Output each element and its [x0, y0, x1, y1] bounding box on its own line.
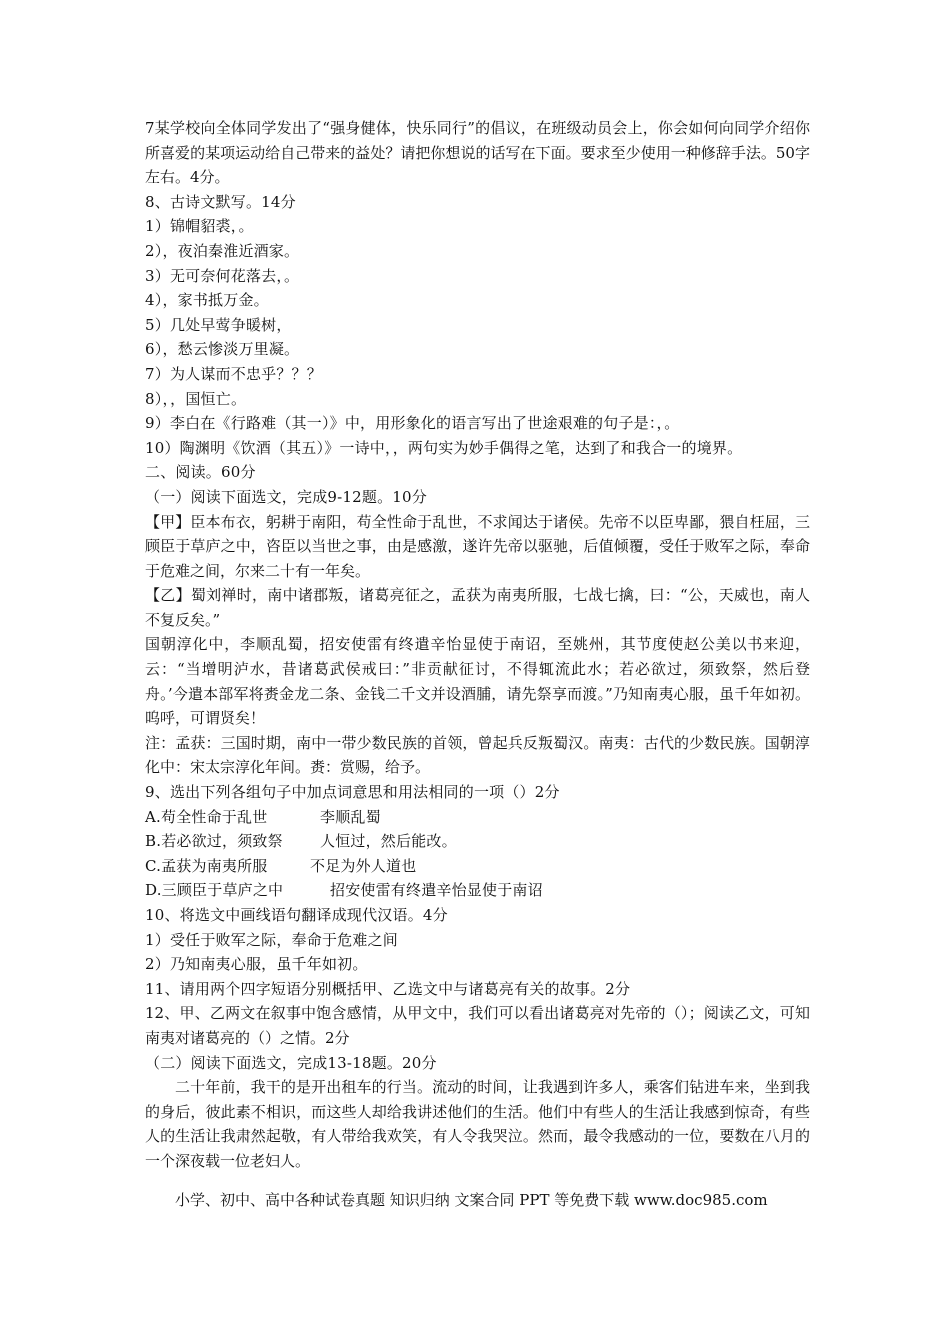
q8-item: 4），家书抵万金。 [145, 291, 269, 310]
q9-option [145, 878, 810, 903]
q8-item: 2），夜泊秦淮近酒家。 [145, 241, 300, 260]
part-2-title: （二）阅读下面选文，完成13-18题。20分 [145, 1053, 437, 1072]
q8-item: 1）锦帽貂裘，。 [145, 217, 254, 236]
q9-option [145, 805, 810, 830]
part-1-title: （一）阅读下面选文，完成9-12题。10分 [145, 487, 427, 506]
q8-item: 8），，国恒亡。 [145, 389, 247, 408]
q9-option-b: 人恒过，然后能改。 [320, 832, 457, 851]
section-2-heading: 二、阅读。60分 [145, 463, 256, 482]
q9-option-b: 不足为外人道也 [310, 856, 417, 875]
passage-note: 注：孟获：三国时期，南中一带少数民族的首领，曾起兵反叛蜀汉。南夷：古代的少数民族。国朝淳化中：宋太宗淳化年间。赉：赏赐，给予。 [145, 733, 810, 777]
question-10: 10、将选文中画线语句翻译成现代汉语。4分 [145, 906, 448, 924]
passage-yi: 【乙】蜀刘禅时，南中诸郡叛，诸葛亮征之，孟获为南夷所服，七战七擒，曰：“公，天威也，南人不复反矣。” [145, 586, 810, 629]
question-7: 7某学校向全体同学发出了“强身健体，快乐同行”的倡议，在班级动员会上，你会如何向同学介绍你所喜爱的某项运动给自己带来的益处？请把你想说的话写在下面。要求至少使用一种修辞手法。50字左右。4分。 [145, 119, 810, 187]
q9-option-a: C.孟获为南夷所服 [145, 856, 268, 875]
q8-item: 9）李白在《行路难（其一）》中，用形象化的语言写出了世途艰难的句子是：，。 [145, 414, 680, 433]
question-12: 12、甲、乙两文在叙事中饱含感情，从甲文中，我们可以看出诸葛亮对先帝的（）；阅读乙文，可知南夷对诸葛亮的（）之情。2分 [145, 1004, 810, 1047]
q9-option-b: 招安使雷有终遣辛怡显使于南诏 [330, 881, 543, 900]
q10-item: 2）乃知南夷心服，虽千年如初。 [145, 955, 368, 974]
passage-2: 二十年前，我干的是开出租车的行当。流动的时间，让我遇到许多人，乘客们钻进车来，坐到我的身后，彼此素不相识，而这些人却给我讲述他们的生活。他们中有些人的生活让我感到惊奇，有些人的生活让我肃然起敬，有人带给我欢笑，有人令我哭泣。然而，最令我感动的一位，要数在八月的一个深夜载一位老妇人。 [145, 1078, 810, 1170]
q9-option-b: 李顺乱蜀 [320, 807, 381, 826]
q8-item: 6），愁云惨淡万里凝。 [145, 340, 300, 359]
passage-yi-2: 国朝淳化中，李顺乱蜀，招安使雷有终遣辛怡显使于南诏，至姚州，其节度使赵公美以书来迎，云：“当增明泸水，昔诸葛武侯戒曰：”非贡献征讨，不得辄流此水；若必欲过，须致祭，然后登舟。’今遣本部军将赉金龙二条、金钱二千文并设酒脯，请先祭享而渡。”乃知南夷心服，虽千年如初。呜呼，可谓贤矣！ [145, 635, 810, 728]
q8-item: 3）无可奈何花落去，。 [145, 266, 300, 285]
document-body [145, 116, 810, 1174]
question-11: 11、请用两个四字短语分别概括甲、乙选文中与诸葛亮有关的故事。2分 [145, 979, 631, 998]
q9-option-a: A.苟全性命于乱世 [145, 807, 268, 826]
q9-option-a: D.三顾臣于草庐之中 [145, 881, 284, 900]
question-9: 9、选出下列各组句子中加点词意思和用法相同的一项（）2分 [145, 783, 560, 802]
q10-item: 1）受任于败军之际，奉命于危难之间 [145, 930, 398, 949]
question-8-title: 8、古诗文默写。14分 [145, 192, 296, 211]
passage-jia: 【甲】臣本布衣，躬耕于南阳，苟全性命于乱世，不求闻达于诸侯。先帝不以臣卑鄙，猥自枉屈，三顾臣于草庐之中，咨臣以当世之事，由是感激，遂许先帝以驱驰，后值倾覆，受任于败军之际，奉命于危难之间，尔来二十有一年矣。 [145, 512, 810, 580]
q9-option-a: B.若必欲过，须致祭 [145, 832, 283, 851]
q8-item: 5）几处早莺争暖树， [145, 315, 292, 334]
footer-text: 小学、初中、高中各种试卷真题 知识归纳 文案合同 PPT 等免费下载 www.doc985.com [175, 1191, 768, 1209]
q8-item: 7）为人谋而不忠乎？？？ [145, 364, 322, 383]
q9-option [145, 854, 810, 879]
q8-item: 10）陶渊明《饮酒（其五）》一诗中，，两句实为妙手偶得之笔，达到了和我合一的境界。 [145, 438, 743, 457]
q9-option [145, 829, 810, 854]
